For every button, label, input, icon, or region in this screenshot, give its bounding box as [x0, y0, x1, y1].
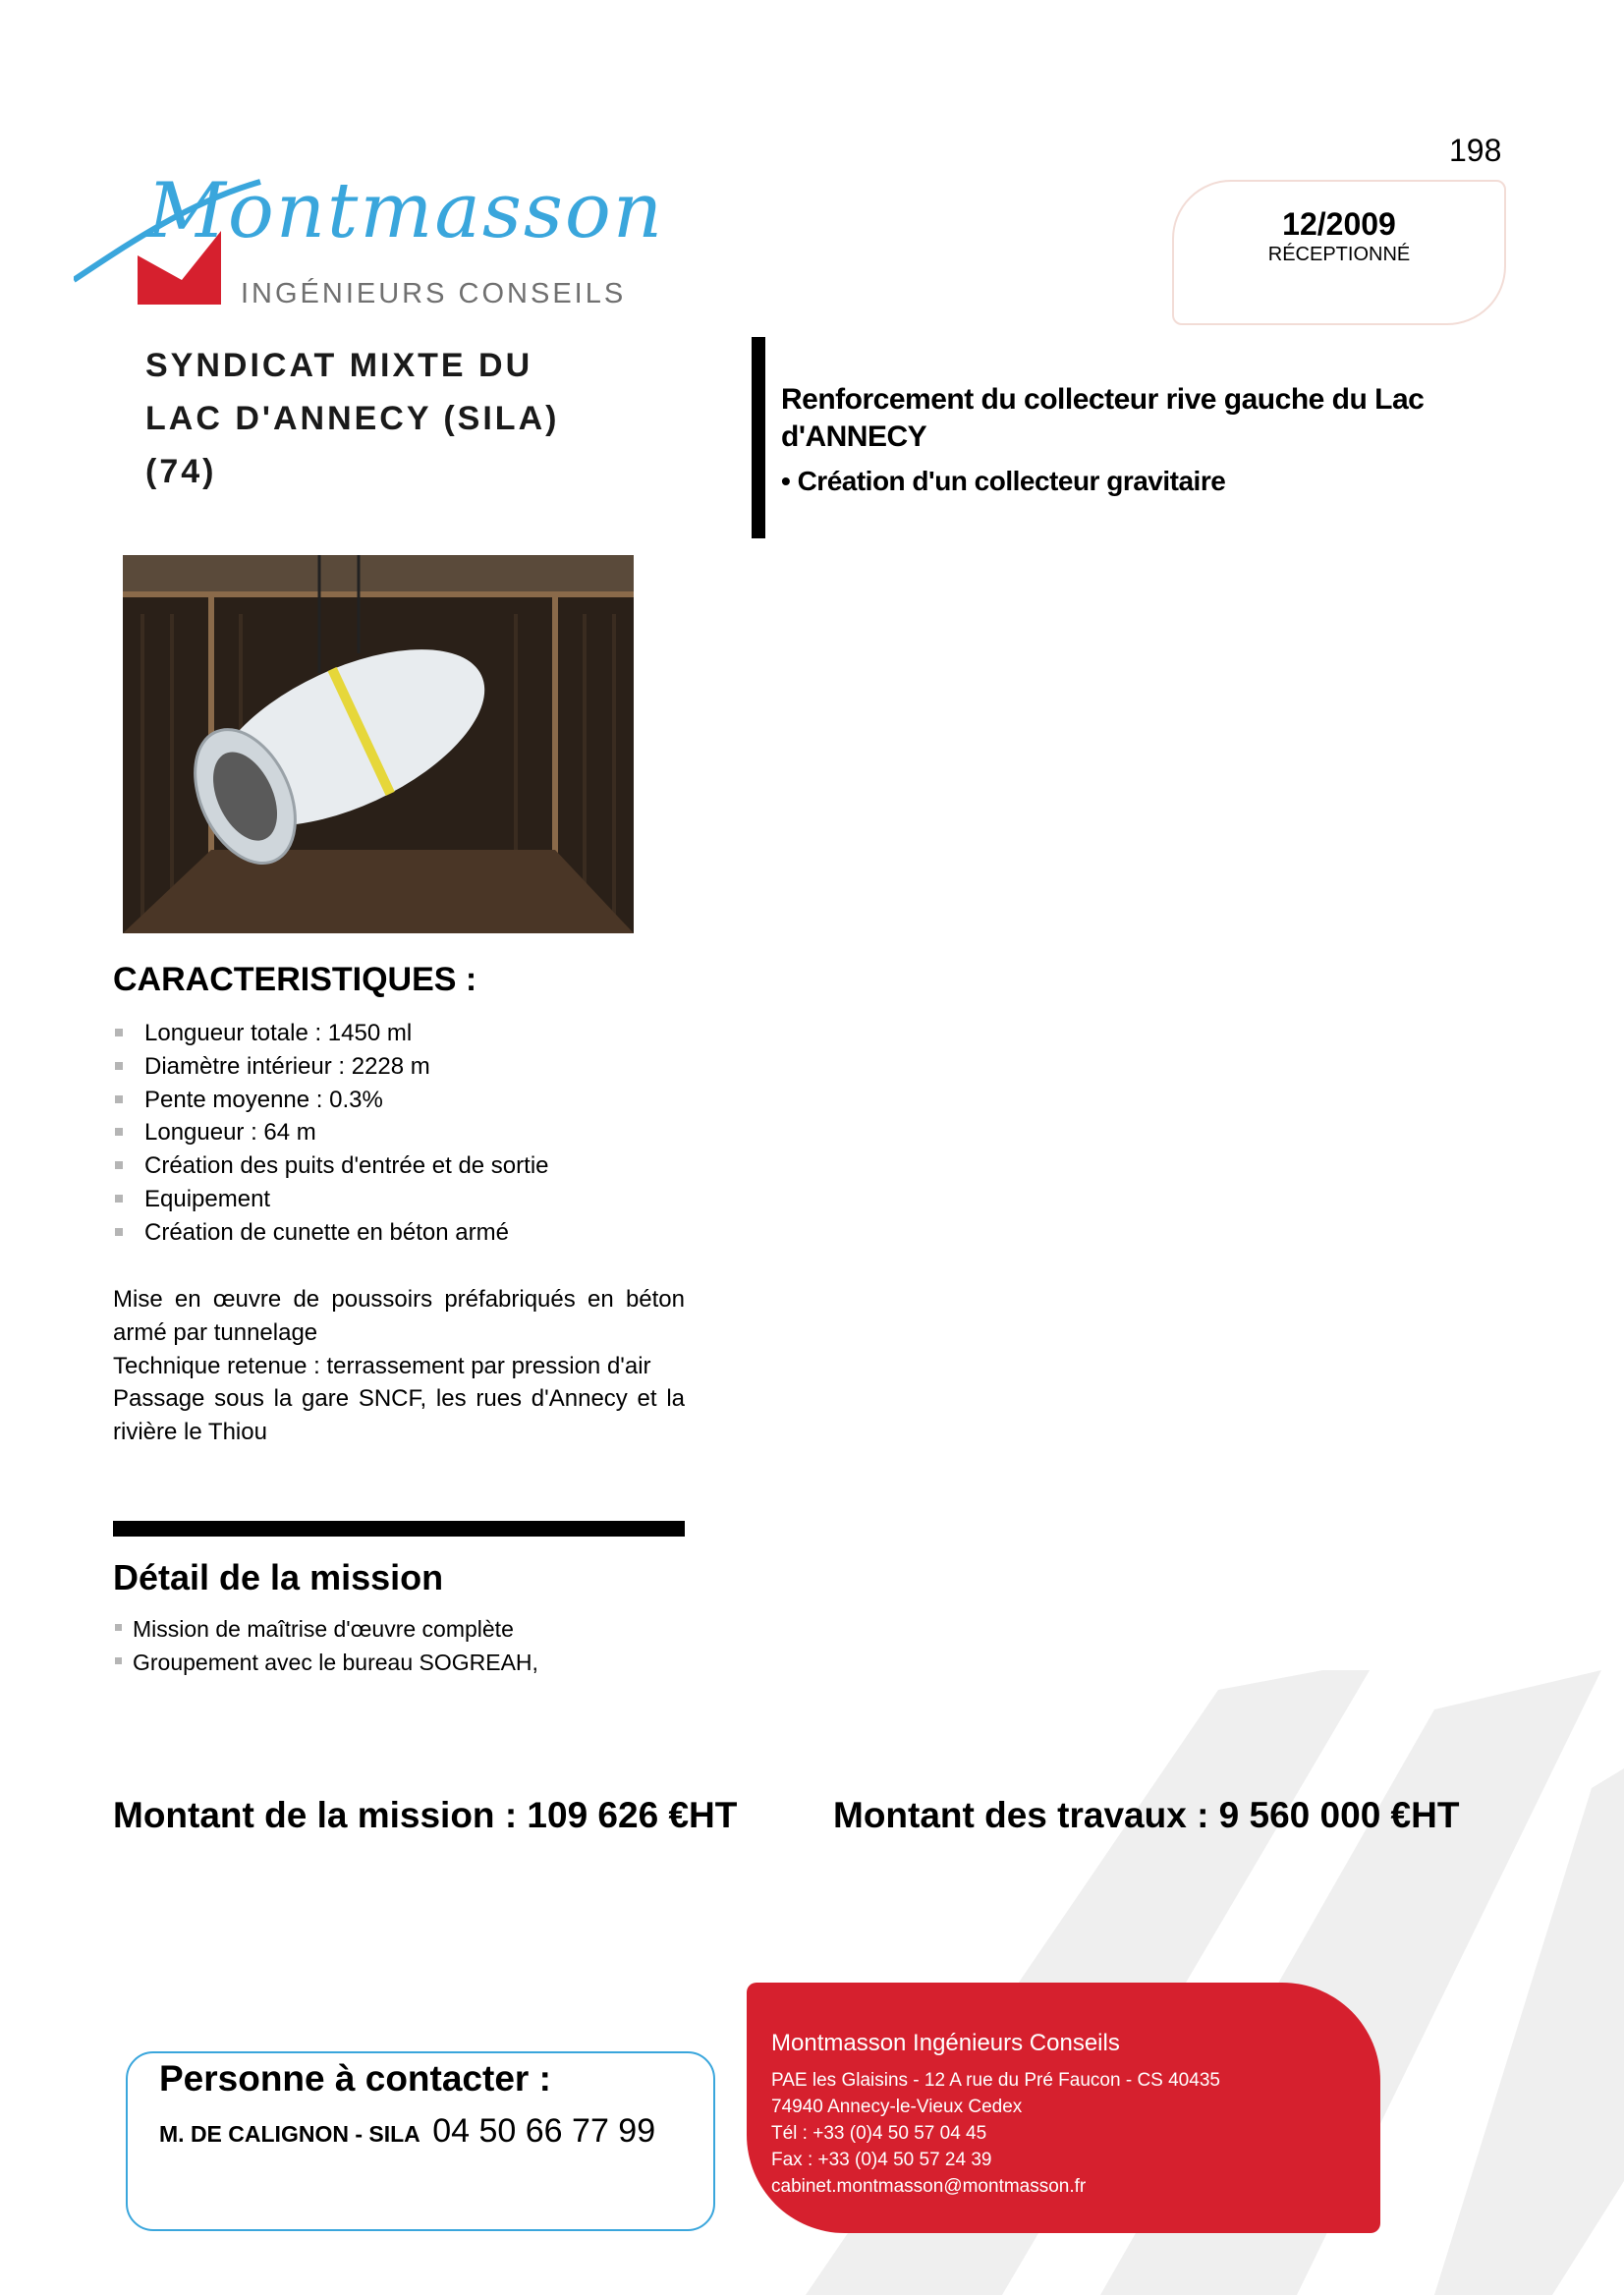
- project-title-line: Renforcement du collecteur rive gauche du Lac: [781, 383, 1425, 416]
- list-item-text: Création des puits d'entrée et de sortie: [144, 1152, 549, 1180]
- bullet-icon: [115, 1657, 122, 1664]
- company-fax: Fax : +33 (0)4 50 57 24 39: [771, 2150, 992, 2170]
- contact-details: [159, 2112, 655, 2151]
- list-item-text: Longueur : 64 m: [144, 1119, 316, 1147]
- company-phone: Tél : +33 (0)4 50 57 04 45: [771, 2123, 987, 2144]
- company-address-line: 74940 Annecy-le-Vieux Cedex: [771, 2097, 1023, 2117]
- status-label: RÉCEPTIONNÉ: [1267, 244, 1411, 265]
- list-item: [113, 1084, 702, 1117]
- bullet-icon: [115, 1029, 123, 1036]
- list-item: [113, 1216, 702, 1250]
- contact-phone[interactable]: 04 50 66 77 99: [432, 2112, 656, 2150]
- client-line: (74): [145, 453, 217, 490]
- characteristics-heading: CARACTERISTIQUES :: [113, 961, 477, 998]
- list-item: [113, 1017, 702, 1050]
- company-address: [771, 2067, 1220, 2200]
- list-item: [113, 1116, 702, 1149]
- characteristics-paragraph: [113, 1283, 685, 1449]
- list-item: [113, 1612, 702, 1646]
- project-title-line: d'ANNECY: [781, 420, 927, 453]
- list-item: [113, 1149, 702, 1183]
- logo-script-text: Montmasson: [147, 167, 665, 255]
- paragraph-line: Mise en œuvre de poussoirs préfabriqués en béton: [113, 1286, 685, 1313]
- list-item-text: Pente moyenne : 0.3%: [144, 1086, 383, 1113]
- client-line: LAC D'ANNECY (SILA): [145, 400, 560, 437]
- list-item-text: Diamètre intérieur : 2228 m: [144, 1052, 430, 1080]
- client-name: [145, 339, 617, 498]
- bullet-icon: [115, 1195, 123, 1203]
- paragraph-line: Passage sous la gare SNCF, les rues d'Annecy et la: [113, 1385, 685, 1413]
- company-email[interactable]: cabinet.montmasson@montmasson.fr: [771, 2176, 1087, 2197]
- characteristics-list: [113, 1017, 702, 1250]
- bullet-icon: [115, 1128, 123, 1136]
- paragraph-line: armé par tunnelage: [113, 1318, 318, 1346]
- contact-heading: Personne à contacter :: [159, 2058, 551, 2099]
- list-item: [113, 1050, 702, 1084]
- list-item-text: Longueur totale : 1450 ml: [144, 1020, 413, 1046]
- list-item: [113, 1646, 702, 1679]
- logo-subtitle: INGÉNIEURS CONSEILS: [241, 278, 627, 309]
- company-name: Montmasson Ingénieurs Conseils: [771, 2030, 1120, 2056]
- mission-heading: Détail de la mission: [113, 1557, 444, 1597]
- bullet-icon: [115, 1095, 123, 1103]
- project-photo: [123, 555, 634, 933]
- bullet-icon: [115, 1161, 123, 1169]
- paragraph-line: rivière le Thiou: [113, 1419, 267, 1446]
- project-bar: [752, 337, 765, 538]
- list-item-text: Groupement avec le bureau SOGREAH,: [133, 1650, 538, 1675]
- mission-amount: Montant de la mission : 109 626 €HT: [113, 1795, 738, 1835]
- list-item: [113, 1183, 702, 1216]
- section-separator: [113, 1521, 685, 1537]
- contact-name: M. DE CALIGNON - SILA: [159, 2121, 420, 2147]
- mission-list: [113, 1612, 702, 1679]
- page-number: 198: [1449, 133, 1502, 168]
- list-item-text: Equipement: [144, 1185, 271, 1212]
- list-item-text: Création de cunette en béton armé: [144, 1218, 509, 1246]
- status-date: 12/2009: [1282, 206, 1396, 242]
- company-address-line: PAE les Glaisins - 12 A rue du Pré Faucon - CS 40435: [771, 2070, 1220, 2091]
- project-subtitle: • Création d'un collecteur gravitaire: [781, 466, 1226, 496]
- works-amount: Montant des travaux : 9 560 000 €HT: [833, 1795, 1460, 1835]
- paragraph-line: Technique retenue : terrassement par pression d'air: [113, 1352, 651, 1379]
- bullet-icon: [115, 1228, 123, 1236]
- list-item-text: Mission de maîtrise d'œuvre complète: [133, 1616, 514, 1642]
- bullet-icon: [115, 1062, 123, 1070]
- client-line: SYNDICAT MIXTE DU: [145, 347, 533, 384]
- bullet-icon: [115, 1624, 122, 1631]
- project-title: [781, 381, 1469, 456]
